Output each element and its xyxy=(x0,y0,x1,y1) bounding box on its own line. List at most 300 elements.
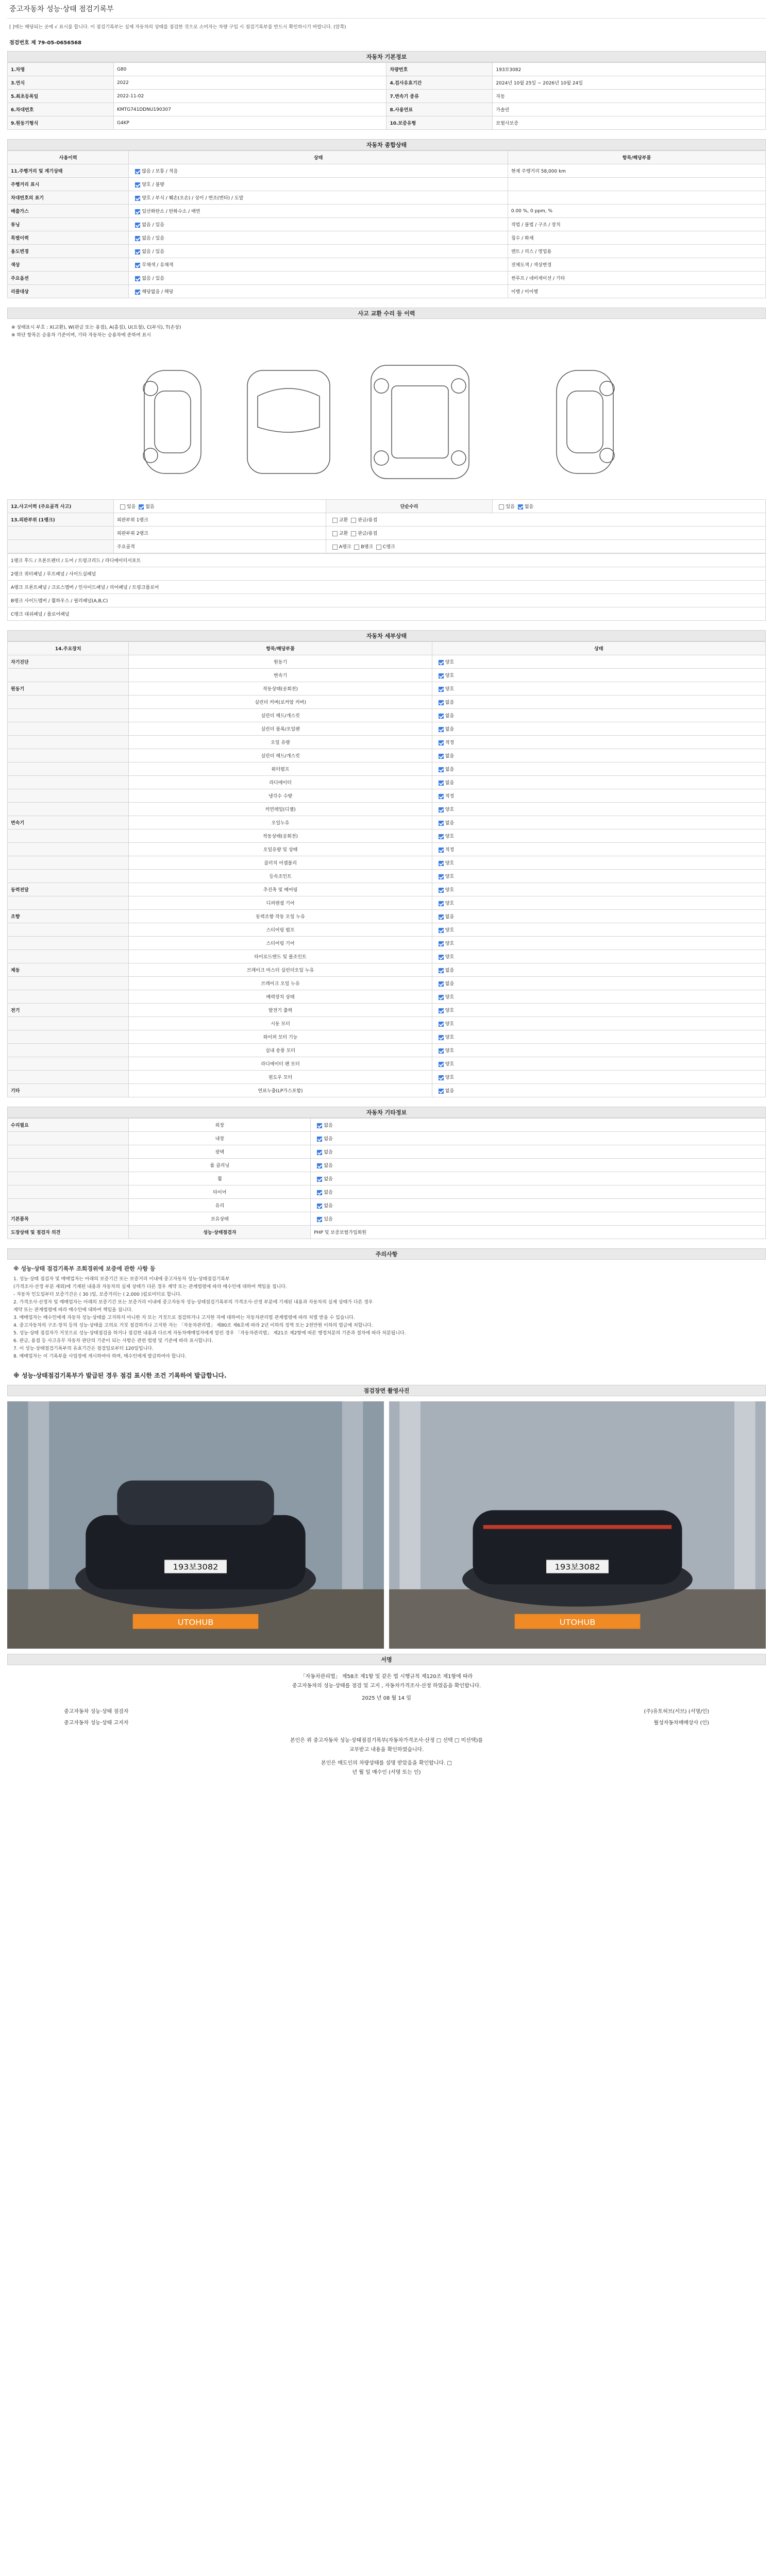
detail-check[interactable] xyxy=(439,834,444,839)
summary-check[interactable] xyxy=(135,182,140,188)
detail-row xyxy=(8,843,766,856)
detail-group xyxy=(8,856,129,870)
other-row xyxy=(8,1199,766,1212)
detail-group xyxy=(8,669,129,682)
detail-group: 변속기 xyxy=(8,816,129,829)
summary-check[interactable] xyxy=(135,236,140,241)
repair-value: 없음 xyxy=(524,504,534,510)
summary-check[interactable] xyxy=(135,276,140,281)
detail-check[interactable] xyxy=(439,700,444,705)
frame-a-checkbox[interactable] xyxy=(332,545,338,550)
notes-line: 5. 성능·상태 점검자가 거짓으로 성능·상태점검을 하거나 점검한 내용과 다르게 자동차매매업자에게 알린 경우 「자동차관리법」 제21조 제2항에 따른 행정처분의 기준과 절차에 따라 처분됩니다. xyxy=(13,1331,406,1336)
sign-line-4: 교부받고 내용을 확인하였습니다. xyxy=(349,1747,424,1753)
summary-label: 차대번호의 표기 xyxy=(8,191,129,205)
other-table xyxy=(7,1118,766,1239)
notes-heading: ※ 성능·상태 점검기록부 조회경위에 보증에 관한 사항 등 xyxy=(13,1265,156,1272)
rank2-w-checkbox[interactable] xyxy=(351,531,356,536)
detail-group xyxy=(8,1071,129,1084)
detail-check[interactable] xyxy=(439,714,444,719)
other-row xyxy=(8,1132,766,1145)
legend-symbols: ※ 상태표시 부호 : X(교환), W(판금 또는 용접), A(흠집), U(요철), C(부식), T(손상) xyxy=(11,325,181,330)
other-item: 외장 xyxy=(129,1118,311,1132)
detail-row xyxy=(8,910,766,923)
summary-row xyxy=(8,231,766,245)
sign-date: 2025 년 08 월 14 일 xyxy=(362,1696,411,1701)
detail-check[interactable] xyxy=(439,821,444,826)
notes-line: 3. 매매업자는 매수인에게 자동차 성능·상태를 고지하지 아니한 자 또는 거짓으로 점검하거나 고지한 자에 대하여는 자동차관리법 관계법령에 따라 처벌 받을 수 있습니다. xyxy=(13,1315,355,1320)
summary-detail: 썬루프 / 네비게이션 / 기타 xyxy=(508,272,765,285)
summary-status: 없음 / 있음 xyxy=(142,249,164,255)
detail-check[interactable] xyxy=(439,1062,444,1067)
other-check[interactable] xyxy=(317,1137,322,1142)
accident-table: 12.사고이력 (주요골격 사고) 있음 없음 단순수리 있음 없음 13.외판부위 (1랭크) 외판부위 1랭크 교환 판금/용접 외판부위 2랭크 교환 판금/용접 주요골격 A랭크 B랭크 C랭크 xyxy=(7,499,766,553)
detail-table xyxy=(7,641,766,1097)
basic-value: 자동 xyxy=(493,90,766,103)
other-group xyxy=(8,1159,129,1172)
other-check[interactable] xyxy=(317,1163,322,1168)
detail-row xyxy=(8,696,766,709)
detail-row xyxy=(8,655,766,669)
detail-row xyxy=(8,1084,766,1097)
detail-item: 오일누유 xyxy=(129,816,432,829)
summary-status-cell xyxy=(129,272,508,285)
detail-group: 원동기 xyxy=(8,682,129,696)
summary-detail xyxy=(508,191,765,205)
detail-group xyxy=(8,722,129,736)
other-item: 타이어 xyxy=(129,1185,311,1199)
detail-status-cell xyxy=(432,937,765,950)
basic-value: 2022-11-02 xyxy=(113,90,386,103)
summary-status: 일산화탄소 / 탄화수소 / 매연 xyxy=(142,209,200,214)
other-row xyxy=(8,1212,766,1226)
detail-item: 실린더 커버(로커암 커버) xyxy=(129,696,432,709)
sign-right-2: 월성자동차매매상사 (인) xyxy=(653,1720,709,1726)
document-number: 점검번호 제 79-05-0656568 xyxy=(9,40,82,46)
summary-table xyxy=(7,150,766,298)
other-status-cell xyxy=(311,1145,766,1159)
other-check[interactable] xyxy=(317,1123,322,1128)
detail-group xyxy=(8,870,129,883)
detail-item: 추진축 및 베어링 xyxy=(129,883,432,896)
detail-status: 적정 xyxy=(445,794,455,799)
basic-value: KMTG741DDNU190307 xyxy=(113,103,386,116)
detail-group xyxy=(8,736,129,749)
summary-row xyxy=(8,272,766,285)
repair-no-checkbox[interactable] xyxy=(518,504,523,510)
detail-check[interactable] xyxy=(439,928,444,933)
detail-item: 커먼레일(디젤) xyxy=(129,803,432,816)
detail-check[interactable] xyxy=(439,673,444,679)
other-group: 기본품목 xyxy=(8,1212,129,1226)
rank-2: 외판부위 2랭크 xyxy=(113,527,326,540)
other-status: 없음 xyxy=(324,1190,333,1195)
detail-check[interactable] xyxy=(439,968,444,973)
notes-line: 4. 중고자동차의 구조·장치 등의 성능·상태를 고의로 거짓 점검하거나 고지한 자는 「자동차관리법」 제80조 제6호에 따라 2년 이하의 징역 또는 2천만원 이하의 벌금에 처합니다. xyxy=(13,1323,373,1328)
detail-status: 양호 xyxy=(445,874,455,879)
detail-group xyxy=(8,923,129,937)
summary-status-cell xyxy=(129,164,508,178)
basic-row xyxy=(8,116,766,130)
detail-check[interactable] xyxy=(439,807,444,812)
detail-status: 양호 xyxy=(445,834,455,839)
detail-check[interactable] xyxy=(439,687,444,692)
summary-check[interactable] xyxy=(135,249,140,255)
detail-status: 양호 xyxy=(445,687,455,692)
summary-label: 주요옵션 xyxy=(8,272,129,285)
inspector-value: PHP 및 보증보험가입회원 xyxy=(311,1226,766,1239)
detail-status-cell xyxy=(432,1084,765,1097)
basic-row xyxy=(8,76,766,90)
summary-row xyxy=(8,191,766,205)
detail-item: 실내 송풍 모터 xyxy=(129,1044,432,1057)
detail-row xyxy=(8,870,766,883)
detail-status: 양호 xyxy=(445,955,455,960)
summary-detail: 전체도색 / 색상변경 xyxy=(508,258,765,272)
detail-item: 실린더 헤드/개스킷 xyxy=(129,709,432,722)
summary-status-cell xyxy=(129,245,508,258)
rank-1: 외판부위 1랭크 xyxy=(113,513,326,527)
sign-line-3: 본인은 위 중고자동차 성능·상태점검기록부(자동차가격조사·산정 □ 선택 □ 미선택)를 xyxy=(290,1738,483,1743)
detail-row xyxy=(8,937,766,950)
basic-label: 10.보증유형 xyxy=(386,116,493,130)
detail-row xyxy=(8,749,766,762)
brand-front-text: UTOHUB xyxy=(177,1617,214,1627)
summary-check[interactable] xyxy=(135,209,140,214)
detail-check[interactable] xyxy=(439,861,444,866)
parts-table xyxy=(7,553,766,621)
detail-status-cell xyxy=(432,923,765,937)
summary-row xyxy=(8,245,766,258)
sign-left-1: 중고자동차 성능·상태 점검자 xyxy=(64,1709,129,1715)
car-front-photo-icon xyxy=(7,1401,384,1649)
notes-line: 7. 이 성능·상태점검기록부의 유효기간은 점검일로부터 120일입니다. xyxy=(13,1346,154,1351)
sign-line-1: 「자동차관리법」 제58조 제1항 및 같은 법 시행규칙 제120조 제1항에 따라 xyxy=(300,1674,473,1680)
detail-item: 타이로드엔드 및 볼조인트 xyxy=(129,950,432,963)
accident-label: 12.사고이력 (주요골격 사고) xyxy=(8,500,114,513)
summary-label: 리콜대상 xyxy=(8,285,129,298)
detail-row xyxy=(8,1030,766,1044)
detail-check[interactable] xyxy=(439,767,444,772)
detail-item: 작동상태(공회전) xyxy=(129,829,432,843)
summary-status-cell xyxy=(129,178,508,191)
detail-status-cell xyxy=(432,722,765,736)
summary-label: 배출가스 xyxy=(8,205,129,218)
summary-status: 없음 / 있음 xyxy=(142,236,164,241)
detail-check[interactable] xyxy=(439,914,444,920)
other-check[interactable] xyxy=(317,1177,322,1182)
notes-line: 8. 매매업자는 이 기록부를 사업장에 게시하여야 하며, 매수인에게 발급하여야 합니다. xyxy=(13,1354,187,1359)
summary-label: 주행거리 표시 xyxy=(8,178,129,191)
detail-status: 양호 xyxy=(445,995,455,1000)
detail-head-item: 항목/해당부품 xyxy=(129,642,432,655)
detail-status-cell xyxy=(432,736,765,749)
summary-detail xyxy=(508,178,765,191)
detail-item: 등속조인트 xyxy=(129,870,432,883)
other-group xyxy=(8,1199,129,1212)
detail-check[interactable] xyxy=(439,1048,444,1054)
summary-check[interactable] xyxy=(135,263,140,268)
other-status: 없음 xyxy=(324,1163,333,1168)
detail-status-cell xyxy=(432,829,765,843)
summary-status-cell xyxy=(129,191,508,205)
detail-status-cell xyxy=(432,1071,765,1084)
car-diagram xyxy=(7,345,766,499)
detail-row xyxy=(8,1044,766,1057)
detail-status-cell xyxy=(432,803,765,816)
summary-row xyxy=(8,218,766,231)
detail-check[interactable] xyxy=(439,901,444,906)
detail-check[interactable] xyxy=(439,981,444,987)
basic-label: 8.사용연료 xyxy=(386,103,493,116)
detail-status: 양호 xyxy=(445,861,455,866)
section-exterior-title: 사고 교환 수리 등 이력 xyxy=(7,308,766,319)
detail-row xyxy=(8,709,766,722)
notes-warning: ※ 성능·상태점검기록부가 발급된 경우 점검 표시한 조건 기록하여 발급합니다. xyxy=(13,1372,227,1379)
detail-status-cell xyxy=(432,1044,765,1057)
summary-label: 용도변경 xyxy=(8,245,129,258)
detail-group xyxy=(8,1017,129,1030)
summary-check[interactable] xyxy=(135,169,140,174)
detail-check[interactable] xyxy=(439,660,444,665)
summary-check[interactable] xyxy=(135,290,140,295)
other-status-cell xyxy=(311,1185,766,1199)
other-status-cell xyxy=(311,1199,766,1212)
detail-check[interactable] xyxy=(439,781,444,786)
detail-status: 양호 xyxy=(445,928,455,933)
detail-status-cell xyxy=(432,870,765,883)
detail-status-cell xyxy=(432,816,765,829)
detail-group xyxy=(8,990,129,1004)
notes-line: 계약 또는 관계법령에 따라 매수인에 대하여 책임을 집니다. xyxy=(13,1308,133,1313)
detail-item: 작동상태(공회전) xyxy=(129,682,432,696)
detail-status: 없음 xyxy=(445,1089,455,1094)
basic-label: 6.차대번호 xyxy=(8,103,114,116)
summary-status: 무채색 / 유채색 xyxy=(142,263,174,268)
rank1-x-checkbox[interactable] xyxy=(332,518,338,523)
detail-check[interactable] xyxy=(439,1089,444,1094)
section-basic-info-title: 자동차 기본정보 xyxy=(7,51,766,62)
detail-check[interactable] xyxy=(439,941,444,946)
detail-row xyxy=(8,1057,766,1071)
detail-item: 브레이크 오일 누유 xyxy=(129,977,432,990)
photo-rear xyxy=(389,1401,766,1649)
detail-status-cell xyxy=(432,749,765,762)
detail-row xyxy=(8,1071,766,1084)
other-item: 보유상태 xyxy=(129,1212,311,1226)
detail-item: 스티어링 기어 xyxy=(129,937,432,950)
detail-status: 양호 xyxy=(445,673,455,679)
detail-status: 양호 xyxy=(445,807,455,812)
detail-status-cell xyxy=(432,1017,765,1030)
detail-check[interactable] xyxy=(439,848,444,853)
part-row: A랭크 프론트패널 / 크로스멤버 / 인사이드패널 / 리어패널 / 트렁크플로어 xyxy=(8,581,766,594)
detail-row xyxy=(8,829,766,843)
detail-row xyxy=(8,950,766,963)
detail-status: 양호 xyxy=(445,1062,455,1067)
detail-status: 없음 xyxy=(445,767,455,772)
detail-group xyxy=(8,709,129,722)
other-status: 없음 xyxy=(324,1177,333,1182)
detail-group: 동력전달 xyxy=(8,883,129,896)
detail-group xyxy=(8,803,129,816)
detail-check[interactable] xyxy=(439,727,444,732)
detail-item: 라디에이터 xyxy=(129,776,432,789)
summary-check[interactable] xyxy=(135,223,140,228)
detail-status: 양호 xyxy=(445,660,455,665)
basic-value: G80 xyxy=(113,63,386,76)
detail-row xyxy=(8,722,766,736)
detail-item: 클러치 어셈블리 xyxy=(129,856,432,870)
rank2-x-checkbox[interactable] xyxy=(332,531,338,536)
part-row: 1랭크 후드 / 프론트펜더 / 도어 / 트렁크리드 / 라디에이터서포트 xyxy=(8,554,766,567)
detail-check[interactable] xyxy=(439,955,444,960)
detail-row xyxy=(8,776,766,789)
detail-check[interactable] xyxy=(439,995,444,1000)
detail-status-cell xyxy=(432,1057,765,1071)
sign-line-5: 본인은 매도인의 차량상태를 설명 받았음을 확인합니다. □ xyxy=(321,1760,452,1766)
detail-status-cell xyxy=(432,655,765,669)
detail-check[interactable] xyxy=(439,740,444,745)
other-status: 없음 xyxy=(324,1150,333,1155)
detail-row xyxy=(8,990,766,1004)
other-status-cell xyxy=(311,1118,766,1132)
detail-row xyxy=(8,1017,766,1030)
detail-check[interactable] xyxy=(439,888,444,893)
other-status: 없음 xyxy=(324,1123,333,1128)
frame-b-checkbox[interactable] xyxy=(354,545,359,550)
detail-item: 라디에이터 팬 모터 xyxy=(129,1057,432,1071)
summary-status-cell xyxy=(129,258,508,272)
summary-detail: 적법 / 불법 / 구조 / 장치 xyxy=(508,218,765,231)
detail-status: 없음 xyxy=(445,914,455,920)
detail-status-cell xyxy=(432,856,765,870)
detail-status-cell xyxy=(432,1030,765,1044)
detail-status: 없음 xyxy=(445,700,455,705)
basic-label: 4.검사유효기간 xyxy=(386,76,493,90)
photo-front xyxy=(7,1401,384,1649)
basic-value: G4KP xyxy=(113,116,386,130)
summary-status: 없음 / 있음 xyxy=(142,223,164,228)
detail-row xyxy=(8,896,766,910)
detail-item: 실린더 헤드/개스킷 xyxy=(129,749,432,762)
detail-check[interactable] xyxy=(439,754,444,759)
frame-c-checkbox[interactable] xyxy=(376,545,381,550)
detail-group: 조향 xyxy=(8,910,129,923)
summary-status: 없음 / 있음 xyxy=(142,276,164,281)
detail-item: 발전기 출력 xyxy=(129,1004,432,1017)
other-status: 없음 xyxy=(324,1204,333,1209)
detail-item: 시동 모터 xyxy=(129,1017,432,1030)
accident-no-checkbox[interactable] xyxy=(139,504,144,510)
detail-check[interactable] xyxy=(439,1022,444,1027)
other-status-cell xyxy=(311,1212,766,1226)
notes-line: 2. 가격조사·산정자 및 매매업자는 아래의 보증기간 또는 보증거리 이내에 중고자동차 성능·상태점검기록부의 가격조사·산정 부분에 기재된 내용과 자동차의 실제 상태가 다른 경우 xyxy=(13,1300,373,1305)
detail-status-cell xyxy=(432,669,765,682)
other-status-cell xyxy=(311,1172,766,1185)
other-group xyxy=(8,1172,129,1185)
summary-head-detail: 항목/해당부품 xyxy=(508,151,765,164)
detail-status: 적정 xyxy=(445,740,455,745)
detail-status-cell xyxy=(432,950,765,963)
detail-check[interactable] xyxy=(439,874,444,879)
summary-row xyxy=(8,178,766,191)
detail-group xyxy=(8,1044,129,1057)
other-check[interactable] xyxy=(317,1204,322,1209)
other-status: 없음 xyxy=(324,1137,333,1142)
other-check[interactable] xyxy=(317,1217,322,1222)
detail-row xyxy=(8,1004,766,1017)
repair-yes-checkbox[interactable] xyxy=(499,504,504,510)
detail-group xyxy=(8,937,129,950)
basic-info-table xyxy=(7,62,766,130)
notes-line: - 자동차 인도일부터 보증기간은 ( 30 )일, 보증거리는 ( 2,000 )킬로미터로 합니다. xyxy=(13,1292,182,1297)
detail-item: 디퍼렌셜 기어 xyxy=(129,896,432,910)
summary-label: 특별이력 xyxy=(8,231,129,245)
summary-check[interactable] xyxy=(135,196,140,201)
detail-group xyxy=(8,776,129,789)
section-other-title: 자동차 기타정보 xyxy=(7,1107,766,1118)
other-item: 룸 클리닝 xyxy=(129,1159,311,1172)
other-group: 수리필요 xyxy=(8,1118,129,1132)
other-check[interactable] xyxy=(317,1150,322,1155)
detail-item: 와이퍼 모터 기능 xyxy=(129,1030,432,1044)
detail-group xyxy=(8,843,129,856)
car-outline-icon xyxy=(103,350,670,494)
detail-status-cell xyxy=(432,883,765,896)
detail-check[interactable] xyxy=(439,1035,444,1040)
other-item: 내장 xyxy=(129,1132,311,1145)
summary-status: 해당없음 / 해당 xyxy=(142,290,174,295)
basic-label: 9.원동기형식 xyxy=(8,116,114,130)
detail-group: 전기 xyxy=(8,1004,129,1017)
notice-text: [ ]에는 해당되는 곳에 √ 표시를 합니다. 이 점검기록부는 실제 자동차의 상태를 점검한 것으로 소비자는 차량 구입 시 점검기록부를 반드시 확인하시기 바랍니다. (앞쪽) xyxy=(9,25,346,30)
basic-label: 7.변속기 종류 xyxy=(386,90,493,103)
detail-row xyxy=(8,682,766,696)
summary-detail: 현재 주행거리 58,000 km xyxy=(508,164,765,178)
parts-label: 13.외판부위 (1랭크) xyxy=(8,513,114,527)
section-notes-title: 주의사항 xyxy=(7,1248,766,1260)
detail-group: 제동 xyxy=(8,963,129,977)
detail-group xyxy=(8,829,129,843)
summary-status-cell xyxy=(129,205,508,218)
part-row: 2랭크 쿼터패널 / 루프패널 / 사이드실패널 xyxy=(8,567,766,581)
detail-item: 오일유량 및 상태 xyxy=(129,843,432,856)
rank1-w-checkbox[interactable] xyxy=(351,518,356,523)
sign-block xyxy=(7,1665,766,1785)
notes-block xyxy=(7,1260,766,1366)
legend-note: ※ 하단 항목은 승용차 기준이며, 기타 자동차는 승용차에 준하여 표시 xyxy=(11,333,151,338)
basic-value: 193보3082 xyxy=(493,63,766,76)
detail-status: 양호 xyxy=(445,1048,455,1054)
accident-yes-checkbox[interactable] xyxy=(120,504,125,510)
summary-row xyxy=(8,258,766,272)
basic-value: 2022 xyxy=(113,76,386,90)
other-item: 유리 xyxy=(129,1199,311,1212)
detail-check[interactable] xyxy=(439,1075,444,1080)
other-check[interactable] xyxy=(317,1190,322,1195)
detail-row xyxy=(8,816,766,829)
detail-status: 없음 xyxy=(445,968,455,973)
detail-check[interactable] xyxy=(439,794,444,799)
detail-status: 적정 xyxy=(445,848,455,853)
other-group xyxy=(8,1132,129,1145)
detail-status-cell xyxy=(432,977,765,990)
summary-detail: 렌트 / 리스 / 영업용 xyxy=(508,245,765,258)
rank-frame: 주요골격 xyxy=(113,540,326,553)
sign-line-2: 중고자동차의 성능·상태를 점검 및 고지 , 자동차가격조사·산정 하였음을 확인합니다. xyxy=(292,1683,481,1689)
summary-status: 양호 / 불량 xyxy=(142,182,164,188)
detail-check[interactable] xyxy=(439,1008,444,1013)
